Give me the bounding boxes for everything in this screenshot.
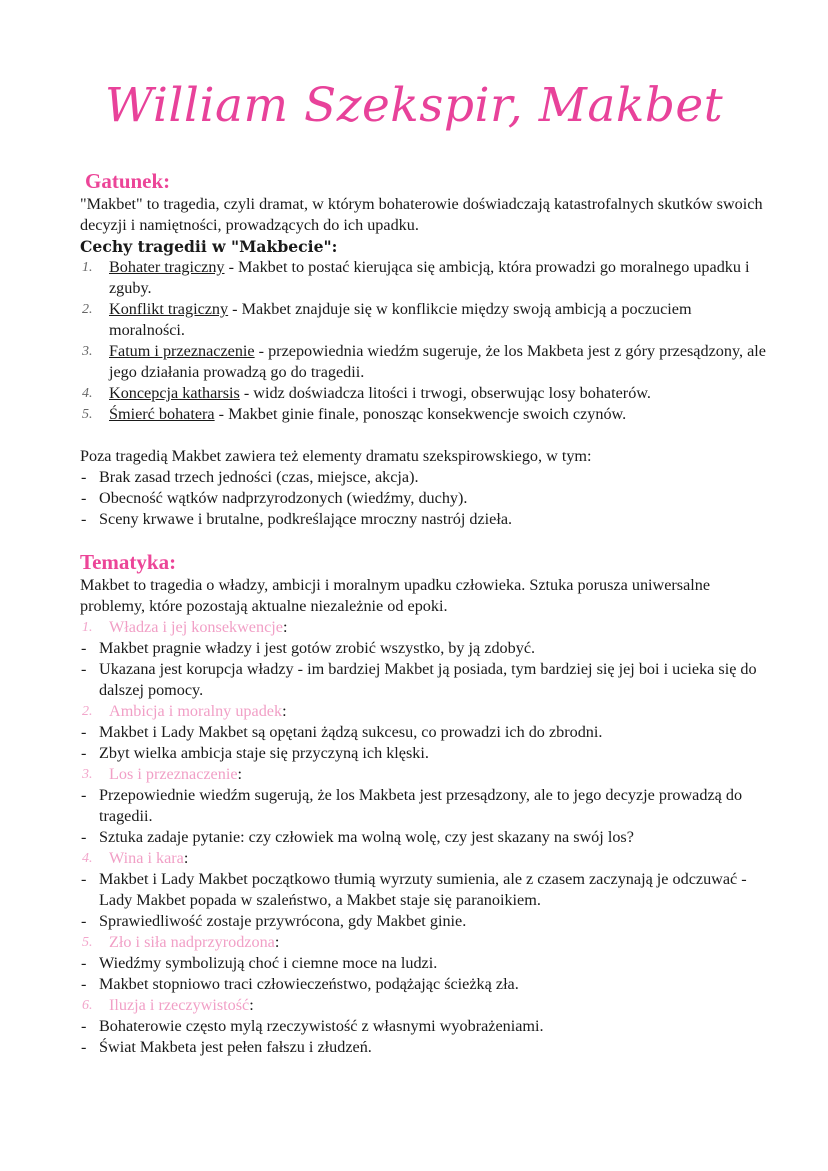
dash-bullet: - — [81, 954, 87, 972]
topic-number: 1. — [82, 620, 93, 635]
colon: : — [282, 618, 288, 636]
dash-bullet: - — [81, 639, 87, 657]
dash-bullet: - — [81, 828, 87, 846]
dash-bullet: - — [81, 1017, 87, 1035]
tematyka-intro: Makbet to tragedia o władzy, ambicji i moralnym upadku człowieka. Sztuka porusza uniwersalne problemy, które pozostają aktualne niezależnie od epoki. — [80, 576, 711, 615]
list-item — [80, 953, 770, 974]
list-item — [80, 785, 770, 827]
feature-text: - Makbet ginie finale, ponosząc konsekwencje swoich czynów. — [214, 405, 627, 423]
list-item-text: Makbet i Lady Makbet początkowo tłumią wyrzuty sumienia, ale z czasem zaczynają je odczuwać - Lady Makbet popada w szaleństwo, a Makbet staje się paranoikiem. — [99, 870, 747, 909]
list-item — [80, 404, 770, 425]
list-item-text: Ukazana jest korupcja władzy - im bardziej Makbet ją posiada, tym bardziej się jej boi i ucieka się do dalszej pomocy. — [99, 660, 757, 699]
topic-number: 2. — [82, 704, 93, 719]
list-item — [80, 488, 770, 509]
extra-intro: Poza tragedią Makbet zawiera też elementy dramatu szekspirowskiego, w tym: — [80, 447, 592, 465]
feature-term: Fatum i przeznaczenie — [109, 342, 255, 360]
list-number: 2. — [82, 302, 93, 317]
section-heading-gatunek: Gatunek: — [85, 169, 171, 193]
topic-label: Władza i jej konsekwencje — [109, 618, 283, 636]
topic-label: Los i przeznaczenie — [109, 765, 238, 783]
colon: : — [274, 933, 280, 951]
list-item-text: Zbyt wielka ambicja staje się przyczyną ich klęski. — [99, 744, 429, 762]
document-content — [80, 168, 770, 1058]
dash-bullet: - — [81, 744, 87, 762]
topic-heading — [80, 701, 770, 722]
page-title: William Szekspir, Makbet — [104, 78, 724, 133]
dash-bullet: - — [81, 660, 87, 678]
list-item — [80, 911, 770, 932]
colon: : — [282, 702, 287, 720]
topic-heading — [80, 932, 770, 953]
list-item — [80, 659, 770, 701]
dash-bullet: - — [81, 510, 87, 528]
list-number: 4. — [82, 386, 93, 401]
list-item-text: Przepowiednie wiedźm sugerują, że los Makbeta jest przesądzony, ale to jego decyzje prowadzą do tragedii. — [99, 786, 743, 825]
feature-text: - przepowiednia wiedźm sugeruje, że los Makbeta jest z góry przesądzony, ale jego działania prowadzą go do tragedii. — [109, 342, 766, 381]
dash-bullet: - — [81, 468, 87, 486]
feature-term: Koncepcja katharsis — [109, 384, 240, 402]
feature-text: - widz doświadcza litości i trwogi, obserwując losy bohaterów. — [239, 384, 651, 402]
list-item-text: Sceny krwawe i brutalne, podkreślające mroczny nastrój dzieła. — [99, 510, 513, 528]
dash-bullet: - — [81, 723, 87, 741]
list-item — [80, 341, 770, 383]
feature-text: - Makbet to postać kierująca się ambicją, która prowadzi go moralnego upadku i zguby. — [109, 258, 750, 297]
section-heading-tematyka: Tematyka: — [80, 550, 177, 574]
dash-bullet: - — [81, 912, 87, 930]
extra-list — [80, 467, 770, 530]
list-item — [80, 974, 770, 995]
topic-number: 5. — [82, 935, 93, 950]
list-item-text: Makbet i Lady Makbet są opętani żądzą sukcesu, co prowadzi ich do zbrodni. — [99, 723, 603, 741]
gatunek-intro: "Makbet" to tragedia, czyli dramat, w którym bohaterowie doświadczają katastrofalnych skutków swoich decyzji i namiętności, prowadzących do ich upadku. — [80, 195, 763, 234]
list-item — [80, 1016, 770, 1037]
list-item — [80, 722, 770, 743]
topic-number: 4. — [82, 851, 93, 866]
topic-label: Iluzja i rzeczywistość — [109, 996, 250, 1014]
topic-number: 6. — [82, 998, 93, 1013]
list-number: 3. — [82, 344, 93, 359]
list-item-text: Makbet pragnie władzy i jest gotów zrobić wszystko, by ją zdobyć. — [99, 639, 536, 657]
list-item — [80, 638, 770, 659]
topic-heading — [80, 848, 770, 869]
list-item — [80, 299, 770, 341]
features-heading: Cechy tragedii w "Makbecie": — [80, 237, 338, 256]
topic-label: Wina i kara — [109, 849, 184, 867]
topic-number: 3. — [82, 767, 93, 782]
topics-list — [80, 617, 770, 1058]
topic-heading — [80, 617, 770, 638]
features-list — [80, 257, 770, 425]
list-item-text: Obecność wątków nadprzyrodzonych (wiedźmy, duchy). — [99, 489, 468, 507]
feature-text: - Makbet znajduje się w konflikcie między swoją ambicją a poczuciem moralności. — [109, 300, 692, 339]
list-item — [80, 509, 770, 530]
list-item-text: Sprawiedliwość zostaje przywrócona, gdy Makbet ginie. — [99, 912, 467, 930]
list-item — [80, 1037, 770, 1058]
dash-bullet: - — [81, 1038, 87, 1056]
list-item — [80, 743, 770, 764]
list-item-text: Świat Makbeta jest pełen fałszu i złudzeń. — [99, 1038, 372, 1056]
list-item-text: Sztuka zadaje pytanie: czy człowiek ma wolną wolę, czy jest skazany na swój los? — [99, 828, 634, 846]
list-item-text: Bohaterowie często mylą rzeczywistość z własnymi wyobrażeniami. — [99, 1017, 544, 1035]
dash-bullet: - — [81, 870, 87, 888]
list-item-text: Makbet stopniowo traci człowieczeństwo, podążając ścieżką zła. — [99, 975, 519, 993]
list-item — [80, 383, 770, 404]
list-item — [80, 869, 770, 911]
topic-label: Ambicja i moralny upadek — [109, 702, 283, 720]
topic-heading — [80, 764, 770, 785]
list-item — [80, 257, 770, 299]
list-item-text: Brak zasad trzech jedności (czas, miejsce, akcja). — [99, 468, 419, 486]
colon: : — [249, 996, 254, 1014]
list-item — [80, 827, 770, 848]
dash-bullet: - — [81, 975, 87, 993]
dash-bullet: - — [81, 786, 87, 804]
colon: : — [237, 765, 243, 783]
feature-term: Śmierć bohatera — [109, 405, 215, 423]
topic-label: Zło i siła nadprzyrodzona — [109, 933, 275, 951]
feature-term: Konflikt tragiczny — [109, 300, 229, 318]
topic-heading — [80, 995, 770, 1016]
spacer — [80, 425, 770, 446]
list-number: 1. — [82, 260, 93, 275]
dash-bullet: - — [81, 489, 87, 507]
list-item — [80, 467, 770, 488]
list-item-text: Wiedźmy symbolizują choć i ciemne moce na ludzi. — [99, 954, 438, 972]
list-number: 5. — [82, 407, 93, 422]
colon: : — [183, 849, 189, 867]
feature-term: Bohater tragiczny — [109, 258, 225, 276]
